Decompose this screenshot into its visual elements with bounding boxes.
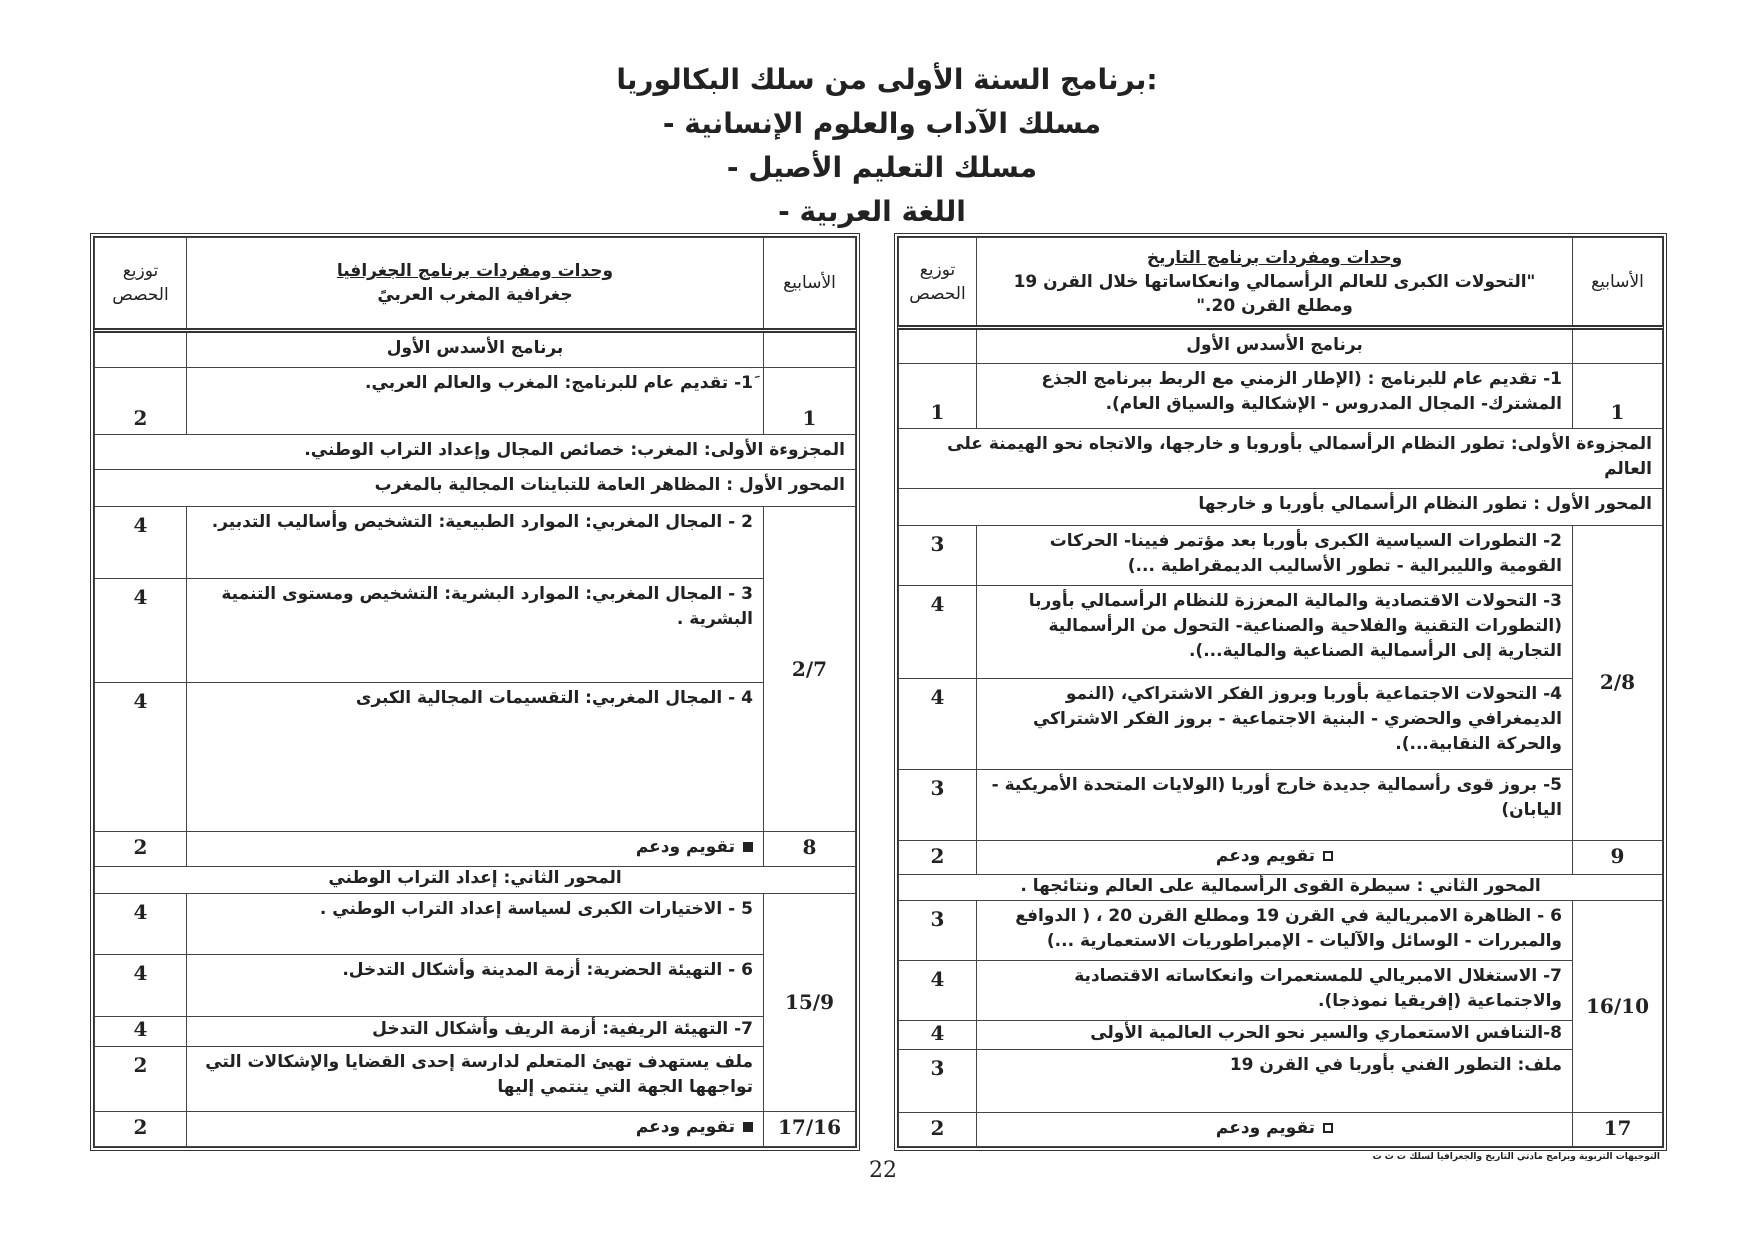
heading-line-1: برنامج السنة الأولى من سلك البكالوريا: xyxy=(616,63,1158,96)
geography-units-header xyxy=(187,238,764,331)
history-item-row xyxy=(899,679,1663,769)
source-footnote: التوجيهات التربوية وبرامج مادتي التاريخ والجغرافيا لسلك ت ث ت xyxy=(1372,1152,1660,1162)
geography-dossier-sessions: 2 xyxy=(95,1047,187,1112)
history-item-4-sessions: 4 xyxy=(899,679,977,769)
geography-eval2-row xyxy=(95,1112,856,1147)
history-item-row xyxy=(899,960,1663,1020)
history-dossier-text: ملف: التطور الفني بأوربا في القرن 19 xyxy=(977,1050,1573,1113)
geography-item-row xyxy=(95,893,856,955)
square-bullet-icon xyxy=(743,842,753,852)
geography-units-subtitle: جغرافية المغرب العربيً xyxy=(377,285,573,306)
history-module-label: المجزوءة الأولى: تطور النظام الرأسمالي بأوروبا و خارجها، والاتجاه نحو الهيمنة على العالم xyxy=(899,429,1663,489)
history-item-8-text: 8-التنافس الاستعماري والسير نحو الحرب العالمية الأولى xyxy=(977,1020,1573,1049)
geography-eval1-text: تقويم ودعم xyxy=(635,837,735,858)
history-program-table xyxy=(894,233,1667,1151)
page-heading xyxy=(0,58,1754,234)
history-intro-weeks: 1 xyxy=(1573,364,1663,429)
geography-item-7-text: 7- التهيئة الريفية: أزمة الريف وأشكال التدخل xyxy=(187,1017,764,1047)
history-eval1-sessions: 2 xyxy=(899,841,977,875)
history-item-row xyxy=(899,1020,1663,1049)
geography-eval2-sessions: 2 xyxy=(95,1112,187,1147)
history-item-row xyxy=(899,525,1663,585)
history-axis2-label: المحور الثاني : سيطرة القوى الرأسمالية على العالم ونتائجها . xyxy=(899,874,1663,900)
history-eval2-row xyxy=(899,1113,1663,1147)
geography-semester-label: برنامج الأسدس الأول xyxy=(187,331,764,368)
geography-intro-text: َ1- تقديم عام للبرنامج: المغرب والعالم العربي. xyxy=(187,367,764,434)
history-module-row xyxy=(899,429,1663,489)
history-semester-label: برنامج الأسدس الأول xyxy=(977,328,1573,364)
history-eval2-sessions: 2 xyxy=(899,1113,977,1147)
history-intro-row xyxy=(899,364,1663,429)
history-item-row xyxy=(899,769,1663,840)
history-eval1-text: تقويم ودعم xyxy=(1215,846,1316,867)
history-weeks-header: الأسابيع xyxy=(1573,238,1663,328)
geography-distribution-header: توزيع الحصص xyxy=(95,238,187,331)
geography-item-row xyxy=(95,578,856,682)
history-units-subtitle: "التحولات الكبرى للعالم الرأسمالي وانعكاساتها خلال القرن 19 ومطلع القرن 20." xyxy=(1013,271,1536,316)
history-block1-weeks: 2/8 xyxy=(1573,525,1663,840)
heading-line-4: - اللغة العربية xyxy=(778,195,966,228)
geography-item-6-text: 6 - التهيئة الحضرية: أزمة المدينة وأشكال التدخل. xyxy=(187,955,764,1017)
history-semester-row xyxy=(899,328,1663,364)
history-intro-text: 1- تقديم عام للبرنامج : (الإطار الزمني مع الربط ببرنامج الجذع المشترك- المجال المدروس - الإشكالية والسياق العام). xyxy=(977,364,1573,429)
heading-line-2: - مسلك الآداب والعلوم الإنسانية xyxy=(662,107,1102,140)
geography-item-row xyxy=(95,507,856,578)
history-item-row xyxy=(899,900,1663,960)
geography-block1-weeks: 2/7 xyxy=(764,507,856,832)
history-item-row xyxy=(899,1050,1663,1113)
square-bullet-icon xyxy=(743,1122,753,1132)
history-eval1-weeks: 9 xyxy=(1573,841,1663,875)
history-item-row xyxy=(899,585,1663,679)
geography-item-6-sessions: 4 xyxy=(95,955,187,1017)
history-axis1-row xyxy=(899,489,1663,526)
geography-axis1-row xyxy=(95,469,856,507)
square-bullet-icon xyxy=(1323,1123,1333,1133)
geography-header-row xyxy=(95,238,856,331)
geography-axis1-label: المحور الأول : المظاهر العامة للتباينات المجالية بالمغرب xyxy=(95,469,856,507)
geography-units-title: وحدات ومفردات برنامج الجغرافيا xyxy=(336,261,614,282)
geography-item-row xyxy=(95,955,856,1017)
geography-weeks-header: الأسابيع xyxy=(764,238,856,331)
geography-module-label: المجزوءة الأولى: المغرب: خصائص المجال وإعداد التراب الوطني. xyxy=(95,434,856,469)
history-eval2-text: تقويم ودعم xyxy=(1215,1118,1316,1139)
geography-intro-weeks: 1 xyxy=(764,367,856,434)
history-units-title: وحدات ومفردات برنامج التاريخ xyxy=(1146,247,1403,268)
history-item-5-sessions: 3 xyxy=(899,769,977,840)
geography-item-3-text: 3 - المجال المغربي: الموارد البشرية: التشخيص ومستوى التنمية البشرية . xyxy=(187,578,764,682)
geography-item-row xyxy=(95,1047,856,1112)
history-header-row xyxy=(899,238,1663,328)
geography-axis2-row xyxy=(95,866,856,893)
geography-intro-row xyxy=(95,367,856,434)
geography-dossier-text: ملف يستهدف تهيئ المتعلم لدارسة إحدى القضايا والإشكالات التي تواجهها الجهة التي ينتمي إليها xyxy=(187,1047,764,1112)
geography-eval2-weeks: 17/16 xyxy=(764,1112,856,1147)
geography-item-7-sessions: 4 xyxy=(95,1017,187,1047)
history-grid xyxy=(898,237,1663,1147)
history-item-4-text: 4- التحولات الاجتماعية بأوربا وبروز الفكر الاشتراكي، (النمو الديمغرافي والحضري - البنية الاجتماعية - بروز الفكر الاشتراكي والحركة النقابية...). xyxy=(977,679,1573,769)
geography-block2-weeks: 15/9 xyxy=(764,893,856,1112)
geography-item-2-text: 2 - المجال المغربي: الموارد الطبيعية: التشخيص وأساليب التدبير. xyxy=(187,507,764,578)
geography-eval1-weeks: 8 xyxy=(764,832,856,867)
geography-grid xyxy=(94,237,856,1147)
history-item-5-text: 5- بروز قوى رأسمالية جديدة خارج أوربا (الولايات المتحدة الأمريكية - اليابان) xyxy=(977,769,1573,840)
geography-item-row xyxy=(95,682,856,831)
history-item-7-sessions: 4 xyxy=(899,960,977,1020)
history-eval2-weeks: 17 xyxy=(1573,1113,1663,1147)
geography-item-3-sessions: 4 xyxy=(95,578,187,682)
history-item-3-sessions: 4 xyxy=(899,585,977,679)
geography-item-4-text: 4 - المجال المغربي: التقسيمات المجالية الكبرى xyxy=(187,682,764,831)
geography-eval1-sessions: 2 xyxy=(95,832,187,867)
history-units-header xyxy=(977,238,1573,328)
history-item-7-text: 7- الاستغلال الامبريالي للمستعمرات وانعكاساته الاقتصادية والاجتماعية (إفريقيا نموذجا). xyxy=(977,960,1573,1020)
geography-item-5-sessions: 4 xyxy=(95,893,187,955)
page-number: 22 xyxy=(869,1158,897,1183)
history-dossier-sessions: 3 xyxy=(899,1050,977,1113)
geography-item-row xyxy=(95,1017,856,1047)
history-item-2-text: 2- التطورات السياسية الكبرى بأوربا بعد مؤتمر فيينا- الحركات القومية والليبرالية - تطور الأساليب الديمقراطية ...) xyxy=(977,525,1573,585)
geography-intro-sessions: 2 xyxy=(95,367,187,434)
geography-semester-row xyxy=(95,331,856,368)
geography-module-row xyxy=(95,434,856,469)
history-eval1-row xyxy=(899,841,1663,875)
geography-item-5-text: 5 - الاختيارات الكبرى لسياسة إعداد التراب الوطني . xyxy=(187,893,764,955)
geography-item-2-sessions: 4 xyxy=(95,507,187,578)
history-axis2-row xyxy=(899,874,1663,900)
square-bullet-icon xyxy=(1323,851,1333,861)
history-block2-weeks: 16/10 xyxy=(1573,900,1663,1112)
history-axis1-label: المحور الأول : تطور النظام الرأسمالي بأوربا و خارجها xyxy=(899,489,1663,526)
history-intro-sessions: 1 xyxy=(899,364,977,429)
geography-item-4-sessions: 4 xyxy=(95,682,187,831)
geography-program-table xyxy=(90,233,860,1151)
history-item-8-sessions: 4 xyxy=(899,1020,977,1049)
geography-eval1-row xyxy=(95,832,856,867)
history-distribution-header: توزيع الحصص xyxy=(899,238,977,328)
history-item-2-sessions: 3 xyxy=(899,525,977,585)
geography-axis2-label: المحور الثاني: إعداد التراب الوطني xyxy=(95,866,856,893)
history-item-6-text: 6 - الظاهرة الامبريالية في القرن 19 ومطلع القرن 20 ، ( الدوافع والمبررات - الوسائل والآليات - الإمبراطوريات الاستعمارية ...) xyxy=(977,900,1573,960)
geography-eval2-text: تقويم ودعم xyxy=(635,1117,735,1138)
heading-line-3: - مسلك التعليم الأصيل xyxy=(726,151,1038,184)
history-item-6-sessions: 3 xyxy=(899,900,977,960)
history-item-3-text: 3- التحولات الاقتصادية والمالية المعززة للنظام الرأسمالي بأوربا (التطورات التقنية والفلاحية والصناعية- التحول من الرأسمالية التجارية إلى الرأسمالية الصناعية والمالية...). xyxy=(977,585,1573,679)
